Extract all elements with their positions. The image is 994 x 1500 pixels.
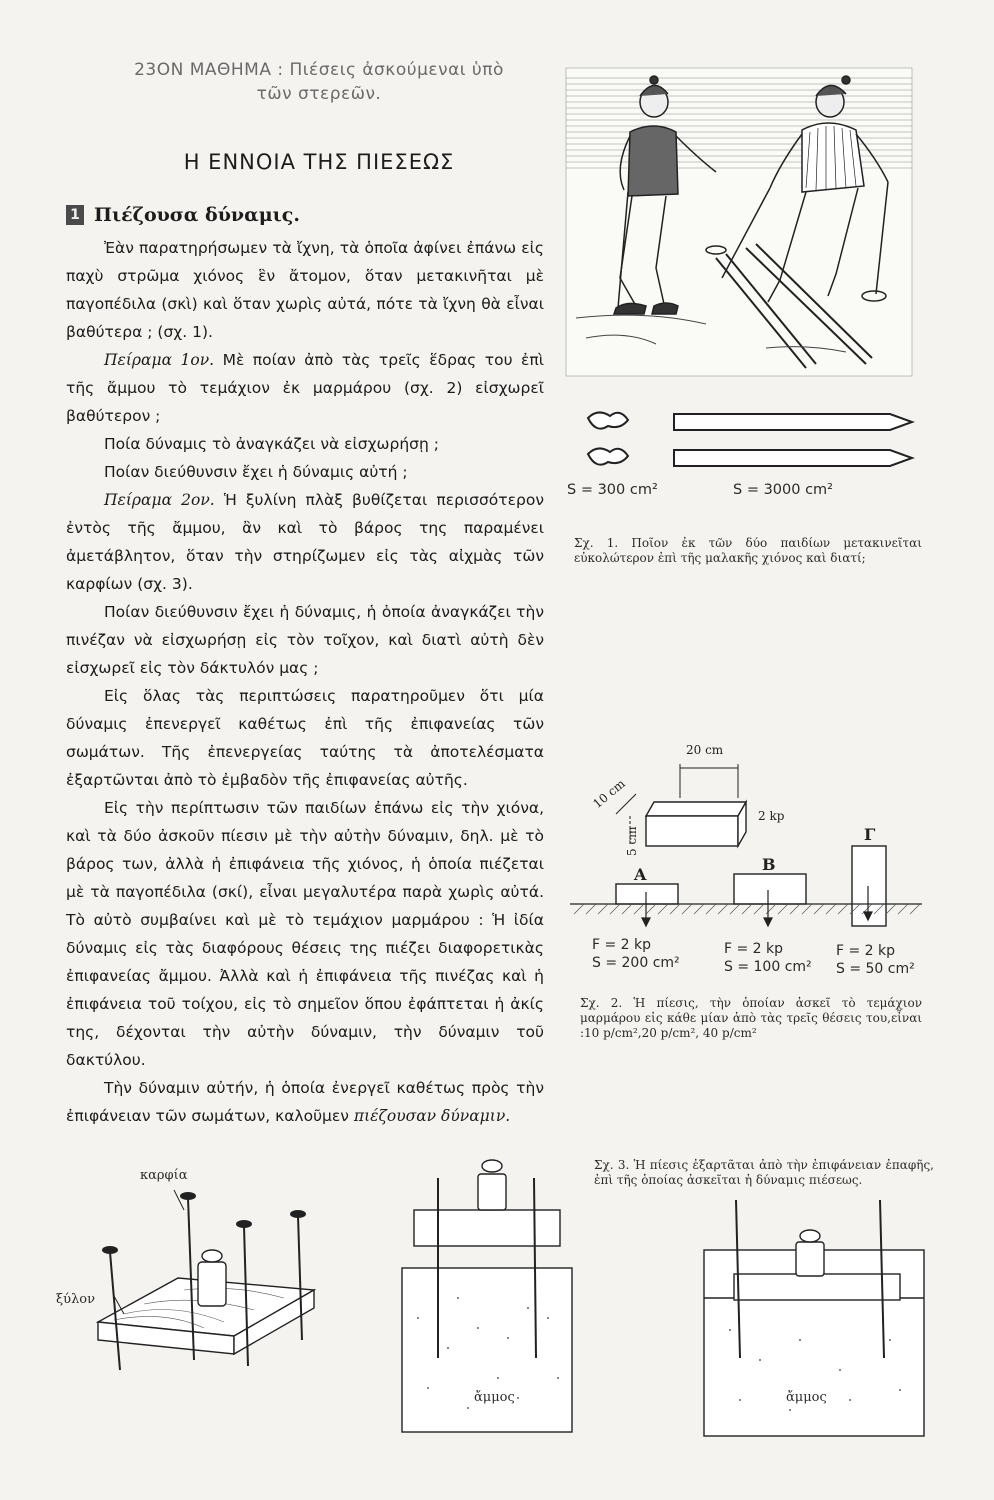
fig2-area-c: S = 50 cm² <box>836 961 915 977</box>
fig2-dim-height: 5 cm <box>625 826 639 856</box>
section-heading <box>66 204 300 226</box>
ski-icon <box>674 414 912 430</box>
fig1-area-footprints: S = 300 cm² <box>567 482 658 498</box>
fig2-values-b <box>724 940 812 976</box>
experiment-label: Πείραμα 2ον. <box>104 491 215 509</box>
sand-container <box>402 1268 572 1432</box>
section-title: Πιέζουσα δύναμις. <box>94 204 300 226</box>
fig2-weight: 2 kp <box>758 809 785 823</box>
label-sand-1: ἄμμος <box>474 1390 515 1405</box>
paragraph: Εἰς τὴν περίπτωσιν τῶν παιδίων ἐπάνω εἰς τὴν χιόνα, καὶ τὰ δύο ἀσκοῦν πίεσιν μὲ τὴν αὐτὴν δύναμιν, δηλ. μὲ τὸ βάρος των, ἀλλὰ ἡ ἐπιφάνεια τῆς χιόνος, ἡ ὁποία πιέζεται μὲ τὰ παγοπέδιλα (σκί), εἶναι μεγαλυτέρα παρὰ χωρὶς αὐτά. Τὸ αὐτὸ συμβαίνει καὶ μὲ τὸ τεμάχιον μαρμάρου : Ἡ ἰδία δύναμις εἰς τὰς διαφόρους θέσεις της πιέζει διαφορετικὰς ἐπιφανείας ἄμμου. Ἀλλὰ καὶ ἡ ἐπιφάνεια τῆς πινέζας καὶ ἡ ἐπιφάνεια τοῦ τοίχου, εἰς τὸ σημεῖον ὅπου ἐφάπτεται ἡ ἀκίς της, δέχονται τὴν αὐτὴν δύναμιν, τὴν δύναμιν τοῦ δακτύλου. <box>66 799 544 1069</box>
wood-board <box>414 1210 560 1246</box>
paragraph-text: Μὲ ποίαν ἀπὸ τὰς τρεῖς ἕδρας του ἐπὶ τῆς ἄμμου τὸ τεμάχιον ἐκ μαρμάρου (σχ. 2) εἰσχωρεῖ βαθύτερον ; <box>66 351 544 425</box>
experiment-label: Πείραμα 1ον. <box>104 351 215 369</box>
lesson-header-line2: τῶν στερεῶν. <box>256 84 382 104</box>
footprint-icon <box>588 412 628 428</box>
weight-icon <box>198 1262 226 1306</box>
paragraph <box>66 346 544 430</box>
paragraph: Ποίαν διεύθυνσιν ἔχει ἡ δύναμις αὐτή ; <box>104 463 408 481</box>
lesson-header-line1: 23ΟΝ ΜΑΘΗΜΑ : Πιέσεις ἀσκούμεναι ὑπὸ <box>134 60 504 80</box>
marble-block-b <box>734 874 806 904</box>
fig2-dim-width: 20 cm <box>686 743 724 757</box>
fig2-force-a: F = 2 kp <box>592 937 652 953</box>
paragraph: Ποίαν διεύθυνσιν ἔχει ἡ δύναμις, ἡ ὁποία ἀναγκάζει τὴν πινέζαν νὰ εἰσχωρήσῃ εἰς τὸν τοῖχον, καὶ διατὶ αὐτὴ δὲν εἰσχωρεῖ εἰς τὸν δάκτυλόν μας ; <box>66 603 544 677</box>
fig3-caption: Σχ. 3. Ἡ πίεσις ἐξαρτᾶται ἀπὸ τὴν ἐπιφάνειαν ἐπαφῆς, ἐπὶ τῆς ὁποίας ἀσκεῖται ἡ δύναμις πιέσεως. <box>594 1158 934 1187</box>
figure-1-skiers-illustration <box>566 68 912 376</box>
fig2-area-b: S = 100 cm² <box>724 959 812 975</box>
fig2-dim-depth: 10 cm <box>590 776 628 812</box>
ski-icon <box>674 450 912 466</box>
fig2-values-c <box>836 942 915 978</box>
marble-block-reference <box>646 802 746 816</box>
paragraph <box>66 486 544 598</box>
paragraph-text: Τὴν δύναμιν αὐτήν, ἡ ὁποία ἐνεργεῖ καθέτως πρὸς τὴν ἐπιφάνειαν τῶν σωμάτων, καλοῦμεν <box>66 1079 544 1125</box>
fig2-label-b: Β <box>762 855 776 874</box>
wood-board <box>734 1274 900 1300</box>
body-text <box>66 234 544 1130</box>
figure-2-marble-block <box>570 736 922 946</box>
fig1-area-skis: S = 3000 cm² <box>733 482 833 498</box>
defined-term: πιέζουσαν δύναμιν. <box>353 1107 511 1125</box>
label-nails: καρφία <box>140 1168 188 1183</box>
paragraph <box>66 1074 544 1130</box>
weight-icon <box>796 1242 824 1276</box>
fig1-caption: Σχ. 1. Ποῖον ἐκ τῶν δύο παιδίων μετακινεῖται εὐκολώτερον ἐπὶ τῆς μαλακῆς χιόνος καὶ διατί; <box>574 536 922 565</box>
paragraph: Ποία δύναμις τὸ ἀναγκάζει νὰ εἰσχωρήσῃ ; <box>104 435 439 453</box>
paragraph: Ἐὰν παρατηρήσωμεν τὰ ἴχνη, τὰ ὁποῖα ἀφίνει ἐπάνω εἰς παχὺ στρῶμα χιόνος ἓν ἄτομον, ὅταν μετακινῆται μὲ παγοπέδιλα (σκὶ) καὶ ὅταν χωρὶς αὐτά, πότε τὰ ἴχνη θὰ εἶναι βαθύτερα ; (σχ. 1). <box>66 239 544 341</box>
footprint-icon <box>588 448 628 464</box>
lesson-header <box>84 58 554 106</box>
fig2-area-a: S = 200 cm² <box>592 955 680 971</box>
fig2-caption: Σχ. 2. Ἡ πίεσις, τὴν ὁποίαν ἀσκεῖ τὸ τεμάχιον μαρμάρου εἰς κάθε μίαν ἀπὸ τὰς τρεῖς θέσεις του,εἶναι :10 p/cm²,20 p/cm², 40 p/cm² <box>580 996 922 1040</box>
fig2-label-c: Γ <box>864 825 876 844</box>
fig2-force-b: F = 2 kp <box>724 941 784 957</box>
label-wood: ξύλον <box>56 1292 96 1307</box>
label-sand-2: ἄμμος <box>786 1390 827 1405</box>
figure-3-wood-on-nails <box>84 1190 324 1380</box>
weight-icon <box>478 1174 506 1210</box>
fig2-force-c: F = 2 kp <box>836 943 896 959</box>
paragraph-text: Ἡ ξυλίνη πλὰξ βυθίζεται περισσότερον ἐντὸς τῆς ἄμμου, ἂν καὶ τὸ βάρος της παραμένει ἀμετάβλητον, ὅταν τὴν στηρίζωμεν εἰς τὰς αἰχμὰς τῶν καρφίων (σχ. 3). <box>66 491 544 593</box>
page-title: Η ΕΝΝΟΙΑ ΤΗΣ ΠΙΕΣΕΩΣ <box>183 150 455 174</box>
fig2-label-a: Α <box>634 865 647 884</box>
figure-1-footprints-skis <box>580 406 920 476</box>
paragraph: Εἰς ὅλας τὰς περιπτώσεις παρατηροῦμεν ὅτι μία δύναμις ἐπενεργεῖ καθέτως ἐπὶ τῆς ἐπιφανείας τῶν σωμάτων. Τῆς ἐπενεργείας ταύτης τὰ ἀποτελέσματα ἐξαρτῶνται ἀπὸ τὸ ἐμβαδὸν τῆς ἐπιφανείας αὐτῆς. <box>66 687 544 789</box>
marble-block-a <box>616 884 678 904</box>
fig2-values-a <box>592 936 680 972</box>
section-number: 1 <box>66 205 84 225</box>
